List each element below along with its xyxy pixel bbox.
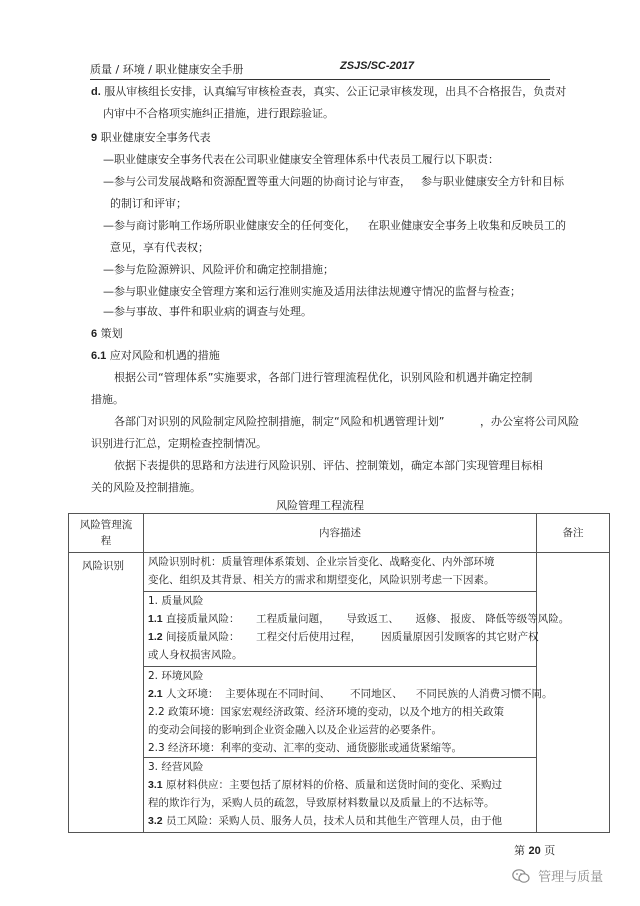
category-cell: 风险识别 [69, 553, 144, 833]
header-doc-code: ZSJS/SC-2017 [340, 60, 414, 72]
section-9-bullet-1-cont: 的制订和评审； [110, 197, 187, 210]
section-9-bullet-2-cont: 意见，享有代表权； [110, 241, 209, 254]
section-6-1-heading [91, 349, 220, 363]
section-6-number: 6 [91, 328, 98, 340]
item-d-line2: 内审中不合格项实施纠正措施，进行跟踪验证。 [103, 107, 334, 120]
page-header [90, 59, 550, 80]
bullet-1-part-b: 参与职业健康安全方针和目标 [421, 175, 564, 188]
section-6-title: 策划 [100, 327, 123, 340]
intro-block [144, 553, 536, 591]
b32-text: 员工风险：采购人员、服务人员，技术人员和其他生产管理人员，由于他 [165, 815, 502, 827]
intro-line1: 风险识别时机：质量管理体系策划、企业宗旨变化、战略变化、内外部环境 [148, 556, 495, 568]
watermark-text: 管理与质量 [538, 870, 604, 885]
paragraph-3-line2: 关的风险及控制措施。 [91, 481, 201, 494]
risk-process-table [68, 513, 610, 833]
header-process-line1: 风险管理流 [79, 519, 133, 531]
environment-risk-2-3: 2.3 经济环境：利率的变动、汇率的变动、通货膨胀或通货紧缩等。 [148, 742, 463, 754]
business-risk-3-1 [144, 776, 536, 794]
paragraph-2-part-b: ，办公室将公司风险 [480, 415, 579, 428]
quality-risk-block [144, 591, 570, 666]
description-cell [144, 553, 570, 833]
business-risk-block [144, 757, 536, 832]
paragraph-1-line1: 根据公司“管理体系”实施要求，各部门进行管理流程优化，识别风险和机遇并确定控制 [114, 371, 533, 384]
environment-risk-2-2-cont: 的变动会间接的影响到企业资金融入以及企业运营的必要条件。 [148, 724, 442, 736]
q11-text: 直接质量风险： 工程质量问题， 导致返工、 返修、 报废、 降低等级等风险。 [165, 613, 570, 625]
bullet-1-part-a: —参与公司发展战略和资源配置等重大问题的协商讨论与审查， [103, 175, 411, 188]
e21-number: 2.1 [148, 688, 163, 700]
section-9-bullet-1 [103, 175, 564, 189]
environment-risk-title: 2. 环境风险 [148, 670, 204, 682]
section-6-1-title: 应对风险和机遇的措施 [109, 349, 220, 362]
section-9-bullet-4: —参与职业健康安全管理方案和运行准则实施及适用法律法规遵守情况的监督与检查； [103, 285, 521, 298]
bullet-2-part-a: —参与商讨影响工作场所职业健康安全的任何变化， [103, 219, 356, 232]
business-risk-title: 3. 经营风险 [148, 761, 204, 773]
b31-number: 3.1 [148, 779, 163, 791]
quality-risk-1-2 [144, 628, 539, 646]
item-d-text: 服从审核组长安排，认真编写审核检查表，真实、公正记录审核发现，出具不合格报告，负责对 [104, 85, 567, 98]
header-remarks: 备注 [537, 514, 610, 553]
item-d-line1 [91, 85, 566, 99]
paragraph-2-line2: 识别进行汇总，定期检查控制情况。 [91, 437, 267, 450]
quality-risk-1-2-cont: 或人身权损害风险。 [148, 649, 243, 661]
business-risk-3-2 [144, 812, 536, 830]
quality-risk-1-1 [144, 610, 570, 628]
table-header-row [69, 514, 610, 553]
paragraph-1-line2: 措施。 [91, 393, 124, 406]
q11-number: 1.1 [148, 613, 163, 625]
e21-text: 人文环境： 主要体现在不同时间、 不同地区、 不同民族的人消费习惯不同。 [165, 688, 553, 700]
page-suffix: 页 [544, 844, 556, 857]
watermark [512, 866, 603, 888]
item-d-label: d. [91, 86, 101, 98]
section-9-intro: —职业健康安全事务代表在公司职业健康安全管理体系中代表员工履行以下职责： [103, 153, 499, 166]
header-process [69, 514, 144, 553]
environment-risk-2-2: 2.2 政策环境：国家宏观经济政策、经济环境的变动，以及个地方的相关政策 [148, 706, 505, 718]
section-9-number: 9 [91, 132, 98, 144]
section-9-title: 职业健康安全事务代表 [100, 131, 211, 144]
q12-number: 1.2 [148, 631, 163, 643]
page-number [514, 842, 555, 858]
quality-risk-title: 1. 质量风险 [148, 595, 204, 607]
table-caption: 风险管理工程流程 [276, 499, 364, 512]
section-9-bullet-2 [103, 219, 566, 233]
header-description: 内容描述 [144, 514, 537, 553]
section-6-heading [91, 327, 123, 341]
section-6-1-number: 6.1 [91, 350, 107, 362]
page-prefix: 第 [514, 844, 525, 857]
section-9-bullet-5: —参与事故、事件和职业病的调查与处理。 [103, 305, 312, 318]
business-risk-3-1-cont: 程的欺诈行为，采购人员的疏忽，导致原材料数量以及质量上的不达标等。 [148, 797, 495, 809]
intro-line2: 变化、组织及其背景、相关方的需求和期望变化，风险识别考虑一下因素。 [148, 574, 495, 586]
header-process-line2: 程 [100, 535, 112, 547]
table-row [69, 553, 610, 833]
b32-number: 3.2 [148, 815, 163, 827]
header-title: 质量 / 环境 / 职业健康安全手册 [90, 63, 244, 76]
paragraph-3-line1: 依据下表提供的思路和方法进行风险识别、评估、控制策划，确定本部门实现管理目标相 [114, 459, 543, 472]
environment-risk-2-1 [144, 685, 553, 703]
section-9-heading [91, 131, 211, 145]
page-number-value: 20 [528, 845, 541, 857]
wechat-icon [512, 868, 530, 888]
section-9-bullet-3: —参与危险源辨识、风险评价和确定控制措施； [103, 263, 334, 276]
environment-risk-block [144, 666, 553, 757]
bullet-2-part-b: 在职业健康安全事务上收集和反映员工的 [368, 219, 566, 232]
paragraph-2-line1 [114, 415, 579, 429]
paragraph-2-part-a: 各部门对识别的风险制定风险控制措施，制定“风险和机遇管理计划” [114, 415, 445, 428]
b31-text: 原材料供应：主要包括了原材料的价格、质量和送货时间的变化、采购过 [165, 779, 502, 791]
q12-text: 间接质量风险： 工程交付后使用过程， 因质量原因引发顾客的其它财产权 [165, 631, 539, 643]
